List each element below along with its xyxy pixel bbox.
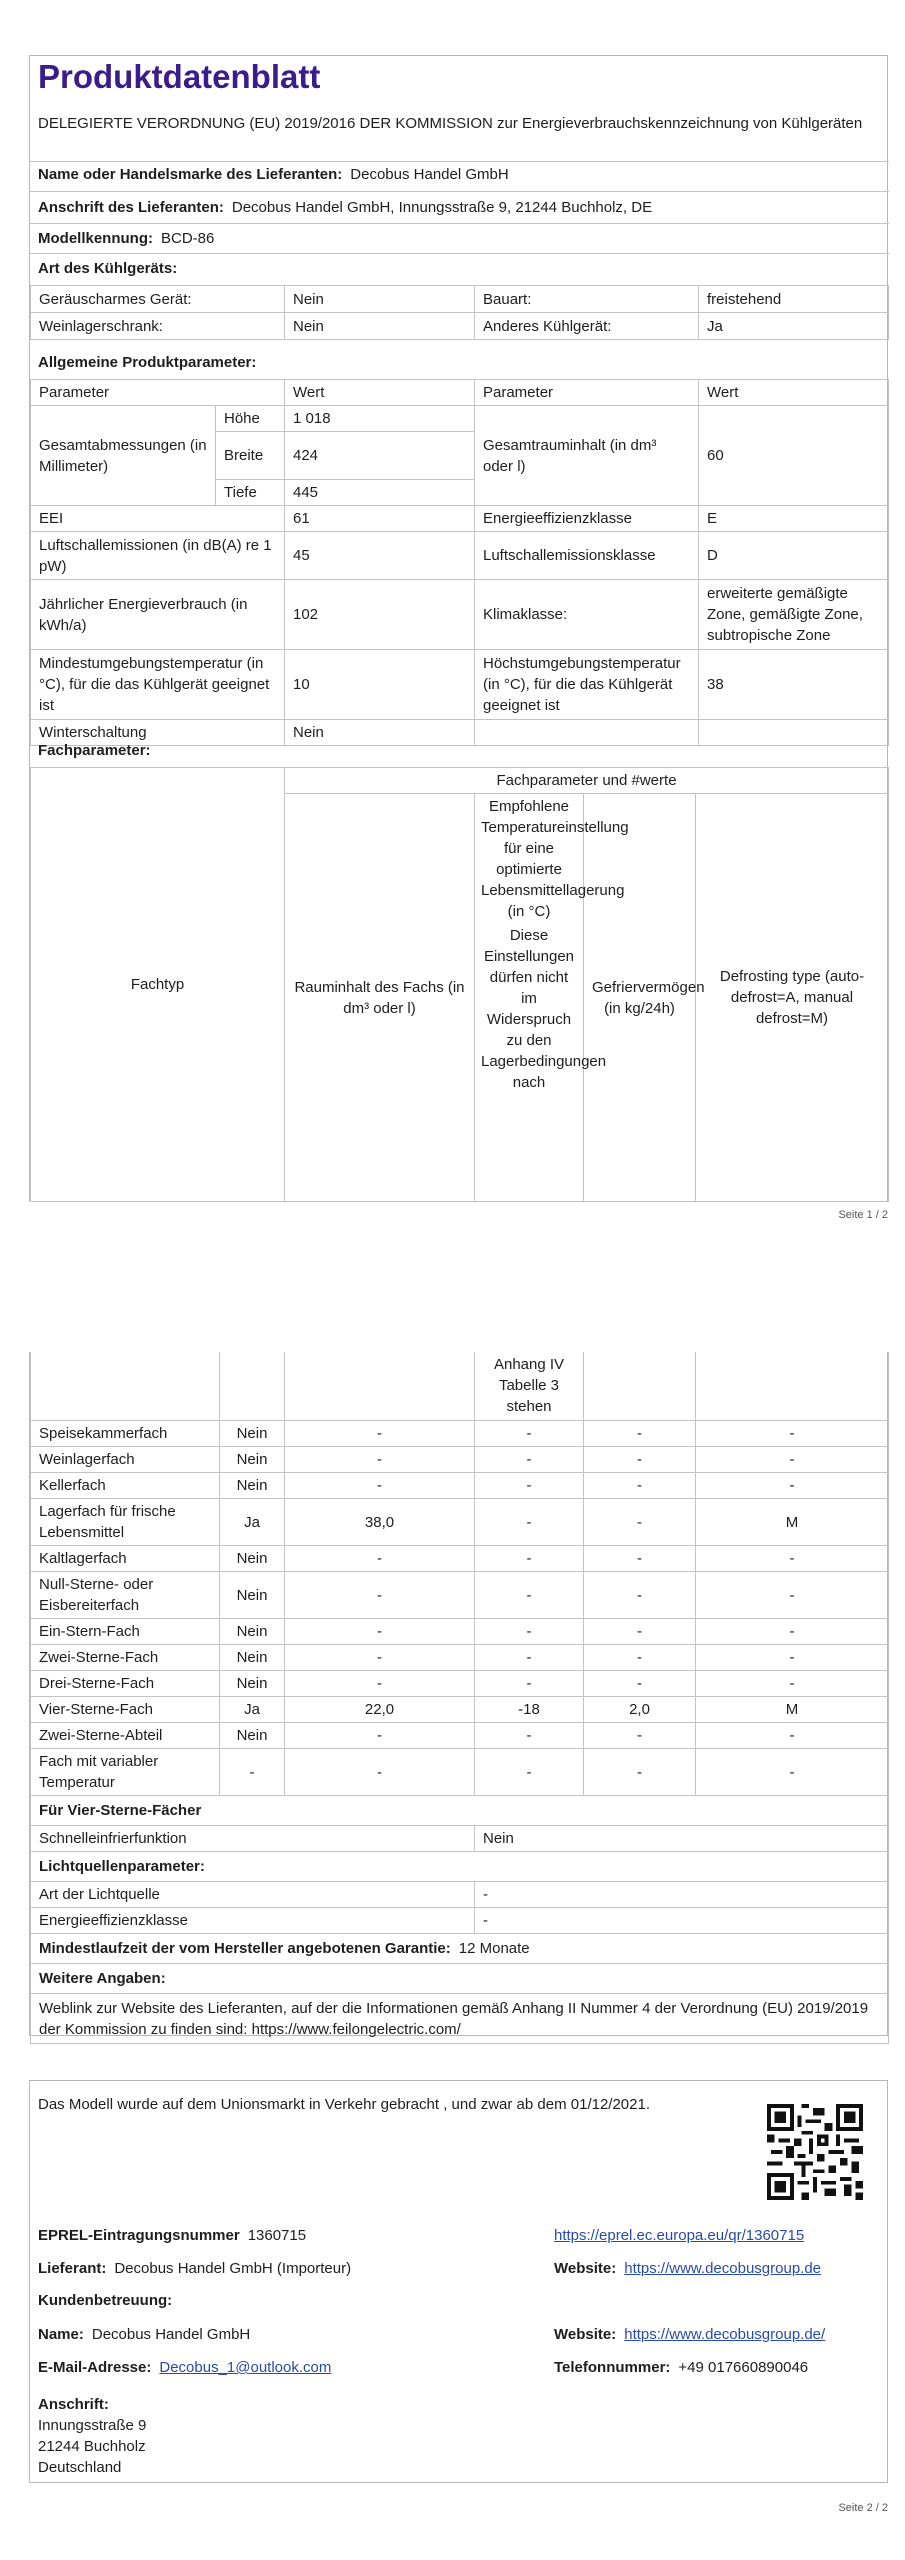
compartment-present: Nein [220,1572,285,1619]
compartment-row [31,1749,889,1796]
compartment-temperature: - [475,1447,584,1473]
general-row [31,580,889,650]
compartment-present: - [220,1749,285,1796]
empty-cell [584,1352,696,1420]
col-header: Wert [699,380,889,406]
light-value: - [475,1882,889,1908]
compartment-row [31,1619,889,1645]
general-row [31,532,889,580]
compartment-volume: - [285,1723,475,1749]
compartment-name: Lagerfach für frische Lebensmittel [31,1499,220,1546]
phone-label: Telefonnummer: [554,2359,671,2376]
general-row [31,650,889,720]
service-name-value: Decobus Handel GmbH [91,2326,251,2343]
type-value: freistehend [699,286,889,313]
general-row [31,506,889,532]
compartment-freezing: - [584,1671,696,1697]
param-label: Energieeffizienzklasse [475,506,699,532]
compartment-name: Drei-Sterne-Fach [31,1671,220,1697]
param-label: Luftschallemissionsklasse [475,532,699,580]
compartment-name: Fach mit variabler Temperatur [31,1749,220,1796]
empty-cell [220,1352,285,1420]
compartment-present: Nein [220,1447,285,1473]
service-address-label: Anschrift: [38,2396,109,2413]
compartment-present: Nein [220,1619,285,1645]
temperature-col-header-part: Diese Einstellungen dürfen nicht im Widerspruch zu den Lagerbedingungen nach [481,927,607,1091]
qr-code-icon [767,2104,863,2200]
compartment-volume: - [285,1546,475,1572]
warranty-value: 12 Monate [458,1940,530,1957]
model-label: Modellkennung: [38,230,153,247]
compartment-name: Speisekammerfach [31,1421,220,1447]
compartment-name: Zwei-Sterne-Fach [31,1645,220,1671]
address-line: Deutschland [38,2459,122,2476]
compartment-freezing: 2,0 [584,1697,696,1723]
compartment-name: Zwei-Sterne-Abteil [31,1723,220,1749]
compartment-row [31,1572,889,1619]
regulation-text: DELEGIERTE VERORDNUNG (EU) 2019/2016 DER KOMMISSION zur Energieverbrauchskennzeichnung von Kühlgeräten [38,115,863,132]
page-title: Produktdatenblatt [38,58,321,95]
compartment-row [31,1645,889,1671]
light-label: Art der Lichtquelle [31,1882,475,1908]
compartment-freezing: - [584,1645,696,1671]
model-row [30,223,889,253]
col-header: Parameter [475,380,699,406]
compartment-row [31,1421,889,1447]
param-value: D [699,532,889,580]
compartment-volume: - [285,1447,475,1473]
customer-service-title: Kundenbetreuung: [38,2292,173,2309]
compartment-freezing: - [584,1723,696,1749]
eprel-label: EPREL-Eintragungsnummer [38,2227,240,2244]
compartment-freezing: - [584,1447,696,1473]
compartment-params-title: Fachparameter: [38,742,151,759]
compartment-present: Nein [220,1421,285,1447]
compartment-row [31,1671,889,1697]
supplier-info-value: Decobus Handel GmbH (Importeur) [114,2260,352,2277]
empty-cell [31,1352,220,1420]
compartment-header-table [30,767,889,1202]
compartment-defrost: - [696,1619,889,1645]
website-label: Website: [554,2260,617,2277]
dimensions-label: Gesamtabmessungen (in Millimeter) [31,406,216,506]
param-value: 10 [285,650,475,720]
compartment-row [31,1473,889,1499]
four-star-title-row [31,1796,889,1826]
volume-value: 60 [699,406,889,506]
compartment-defrost: - [696,1473,889,1499]
param-label: EEI [31,506,285,532]
compartment-table [30,1352,889,1421]
datasheet-page-1 [29,55,888,1201]
compartment-group-header-row [31,768,889,794]
compartment-name: Weinlagerfach [31,1447,220,1473]
warranty-label: Mindestlaufzeit der vom Hersteller angebotenen Garantie: [39,1940,451,1957]
param-label: Klimaklasse: [475,580,699,650]
compartment-volume: - [285,1421,475,1447]
temperature-col-header [475,794,629,1202]
warranty-cell [31,1934,889,1964]
model-value: BCD-86 [161,230,215,247]
dimension-name: Tiefe [216,480,285,506]
compartment-type-header: Fachtyp [31,768,285,1202]
compartment-defrost: - [696,1447,889,1473]
compartment-row [31,1447,889,1473]
defrost-col-header: Defrosting type (auto-defrost=A, manual defrost=M) [696,794,889,1202]
page-number: Seite 2 / 2 [838,2502,888,2514]
type-value: Nein [285,313,475,340]
type-label: Weinlagerschrank: [31,313,285,340]
compartment-defrost: - [696,1749,889,1796]
compartment-volume: - [285,1572,475,1619]
param-value: erweiterte gemäßigte Zone, gemäßigte Zone, subtropische Zone [699,580,889,650]
compartment-volume: - [285,1671,475,1697]
supplier-value: Decobus Handel GmbH [350,166,509,183]
eprel-value: 1360715 [247,2227,307,2244]
supplier-row [30,161,889,191]
website-row [554,2260,821,2277]
market-text: Das Modell wurde auf dem Unionsmarkt in Verkehr gebracht , und zwar ab dem 01/12/2021. [38,2096,650,2113]
type-row [31,313,889,340]
phone-row [554,2359,808,2376]
param-label: Luftschallemissionen (in dB(A) re 1 pW) [31,532,285,580]
compartment-volume: - [285,1619,475,1645]
compartment-present: Nein [220,1546,285,1572]
compartment-defrost: M [696,1499,889,1546]
param-value: Nein [285,720,475,746]
temperature-col-header-part: Empfohlene Temperatureinstellung für eine optimierte Lebensmittellagerung (in °C) [481,798,629,920]
compartment-freezing: - [584,1421,696,1447]
address-line: 21244 Buchholz [38,2438,146,2455]
volume-col-header: Rauminhalt des Fachs (in dm³ oder l) [285,794,475,1202]
compartment-temperature: - [475,1572,584,1619]
phone-value: +49 017660890046 [678,2359,809,2376]
compartment-freezing: - [584,1546,696,1572]
light-value: - [475,1908,889,1934]
col-header: Parameter [31,380,285,406]
four-star-row [31,1826,889,1852]
eprel-link[interactable]: https://eprel.ec.europa.eu/qr/1360715 [554,2227,805,2244]
compartment-name: Kaltlagerfach [31,1546,220,1572]
compartment-present: Ja [220,1499,285,1546]
service-name-row [38,2326,250,2343]
temperature-col-header-part: Anhang IV Tabelle 3 stehen [475,1352,584,1420]
compartment-temperature: - [475,1619,584,1645]
compartment-volume: - [285,1749,475,1796]
param-value: 61 [285,506,475,532]
appliance-type-table [30,285,889,340]
param-label: Winterschaltung [31,720,285,746]
general-params-table [30,379,889,746]
compartment-freezing: - [584,1473,696,1499]
page-number: Seite 1 / 2 [838,1209,888,1221]
compartment-volume: 38,0 [285,1499,475,1546]
fast-freeze-value: Nein [475,1826,889,1852]
address-value: Decobus Handel GmbH, Innungsstraße 9, 21244 Buchholz, DE [231,199,653,216]
compartment-temperature: - [475,1421,584,1447]
more-title-row [31,1964,889,1994]
compartment-defrost: - [696,1723,889,1749]
compartment-temperature: - [475,1645,584,1671]
compartment-present: Nein [220,1671,285,1697]
warranty-row [31,1934,889,1964]
compartment-volume: - [285,1473,475,1499]
compartment-defrost: - [696,1546,889,1572]
datasheet-page-2 [29,1352,888,2036]
light-label: Energieeffizienzklasse [31,1908,475,1934]
dimension-value: 1 018 [285,406,475,432]
empty-cell [696,1352,889,1420]
appliance-type-title: Art des Kühlgeräts: [30,253,889,285]
service-website-row [554,2326,825,2343]
compartment-freezing: - [584,1572,696,1619]
eprel-row [38,2227,306,2244]
compartment-header-continuation [31,1352,889,1420]
supplier-info-label: Lieferant: [38,2260,107,2277]
service-website-link[interactable]: https://www.decobusgroup.de/ [624,2326,826,2343]
address-line: Innungsstraße 9 [38,2417,147,2434]
compartment-group-header: Fachparameter und #werte [285,768,889,794]
param-label: Höchstumgebungstemperatur (in °C), für die das Kühlgerät geeignet ist [475,650,699,720]
email-label: E-Mail-Adresse: [38,2359,152,2376]
compartment-temperature: - [475,1546,584,1572]
compartment-defrost: - [696,1671,889,1697]
compartment-volume: 22,0 [285,1697,475,1723]
compartment-freezing: - [584,1619,696,1645]
more-text: Weblink zur Website des Lieferanten, auf der die Informationen gemäß Anhang II Nummer 4 der Verordnung (EU) 2019/2019 der Kommission zu finden sind: https://www.feilongelectric.com/ [31,1994,889,2044]
compartment-defrost: - [696,1572,889,1619]
four-star-title: Für Vier-Sterne-Fächer [31,1796,889,1826]
compartment-row [31,1697,889,1723]
param-value: 38 [699,650,889,720]
light-row [31,1908,889,1934]
service-website-label: Website: [554,2326,617,2343]
fast-freeze-label: Schnelleinfrierfunktion [31,1826,475,1852]
address-row [30,191,889,223]
compartment-name: Kellerfach [31,1473,220,1499]
general-header-row [31,380,889,406]
compartment-row [31,1499,889,1546]
freezing-col-header: Gefriervermögen (in kg/24h) [584,794,696,1202]
supplier-info-row [38,2260,351,2277]
website-link[interactable]: https://www.decobusgroup.de [624,2260,822,2277]
param-label: Jährlicher Energieverbrauch (in kWh/a) [31,580,285,650]
type-value: Ja [699,313,889,340]
param-label: Mindestumgebungstemperatur (in °C), für die das Kühlgerät geeignet ist [31,650,285,720]
type-label: Bauart: [475,286,699,313]
compartment-row [31,1546,889,1572]
dimension-row [31,406,889,432]
compartment-temperature: -18 [475,1697,584,1723]
dimension-name: Höhe [216,406,285,432]
col-header: Wert [285,380,475,406]
volume-label: Gesamtrauminhalt (in dm³ oder l) [475,406,699,506]
compartment-defrost: - [696,1421,889,1447]
compartment-freezing: - [584,1499,696,1546]
compartment-present: Ja [220,1697,285,1723]
compartment-temperature: - [475,1723,584,1749]
market-info-box [29,2080,888,2483]
compartment-temperature: - [475,1499,584,1546]
supplier-label: Name oder Handelsmarke des Lieferanten: [38,166,343,183]
dimension-name: Breite [216,432,285,480]
more-title: Weitere Angaben: [31,1964,889,1994]
light-row [31,1882,889,1908]
compartment-name: Vier-Sterne-Fach [31,1697,220,1723]
param-value: 102 [285,580,475,650]
param-value: E [699,506,889,532]
light-title-row [31,1852,889,1882]
empty-cell [285,1352,475,1420]
compartment-defrost: M [696,1697,889,1723]
compartment-temperature: - [475,1473,584,1499]
compartment-rows-table [30,1420,889,2044]
light-title: Lichtquellenparameter: [31,1852,889,1882]
email-row [38,2359,331,2376]
compartment-present: Nein [220,1473,285,1499]
param-value: 45 [285,532,475,580]
compartment-present: Nein [220,1645,285,1671]
type-value: Nein [285,286,475,313]
dimension-value: 445 [285,480,475,506]
compartment-row [31,1723,889,1749]
type-label: Geräuscharmes Gerät: [31,286,285,313]
compartment-freezing: - [584,1749,696,1796]
compartment-volume: - [285,1645,475,1671]
type-row [31,286,889,313]
general-params-title: Allgemeine Produktparameter: [38,354,257,371]
compartment-present: Nein [220,1723,285,1749]
email-link[interactable]: Decobus_1@outlook.com [159,2359,332,2376]
compartment-name: Ein-Stern-Fach [31,1619,220,1645]
dimension-value: 424 [285,432,475,480]
compartment-name: Null-Sterne- oder Eisbereiterfach [31,1572,220,1619]
more-row [31,1994,889,2044]
service-name-label: Name: [38,2326,84,2343]
compartment-defrost: - [696,1645,889,1671]
compartment-temperature: - [475,1749,584,1796]
compartment-temperature: - [475,1671,584,1697]
address-label: Anschrift des Lieferanten: [38,199,224,216]
service-address [38,2394,146,2478]
type-label: Anderes Kühlgerät: [475,313,699,340]
